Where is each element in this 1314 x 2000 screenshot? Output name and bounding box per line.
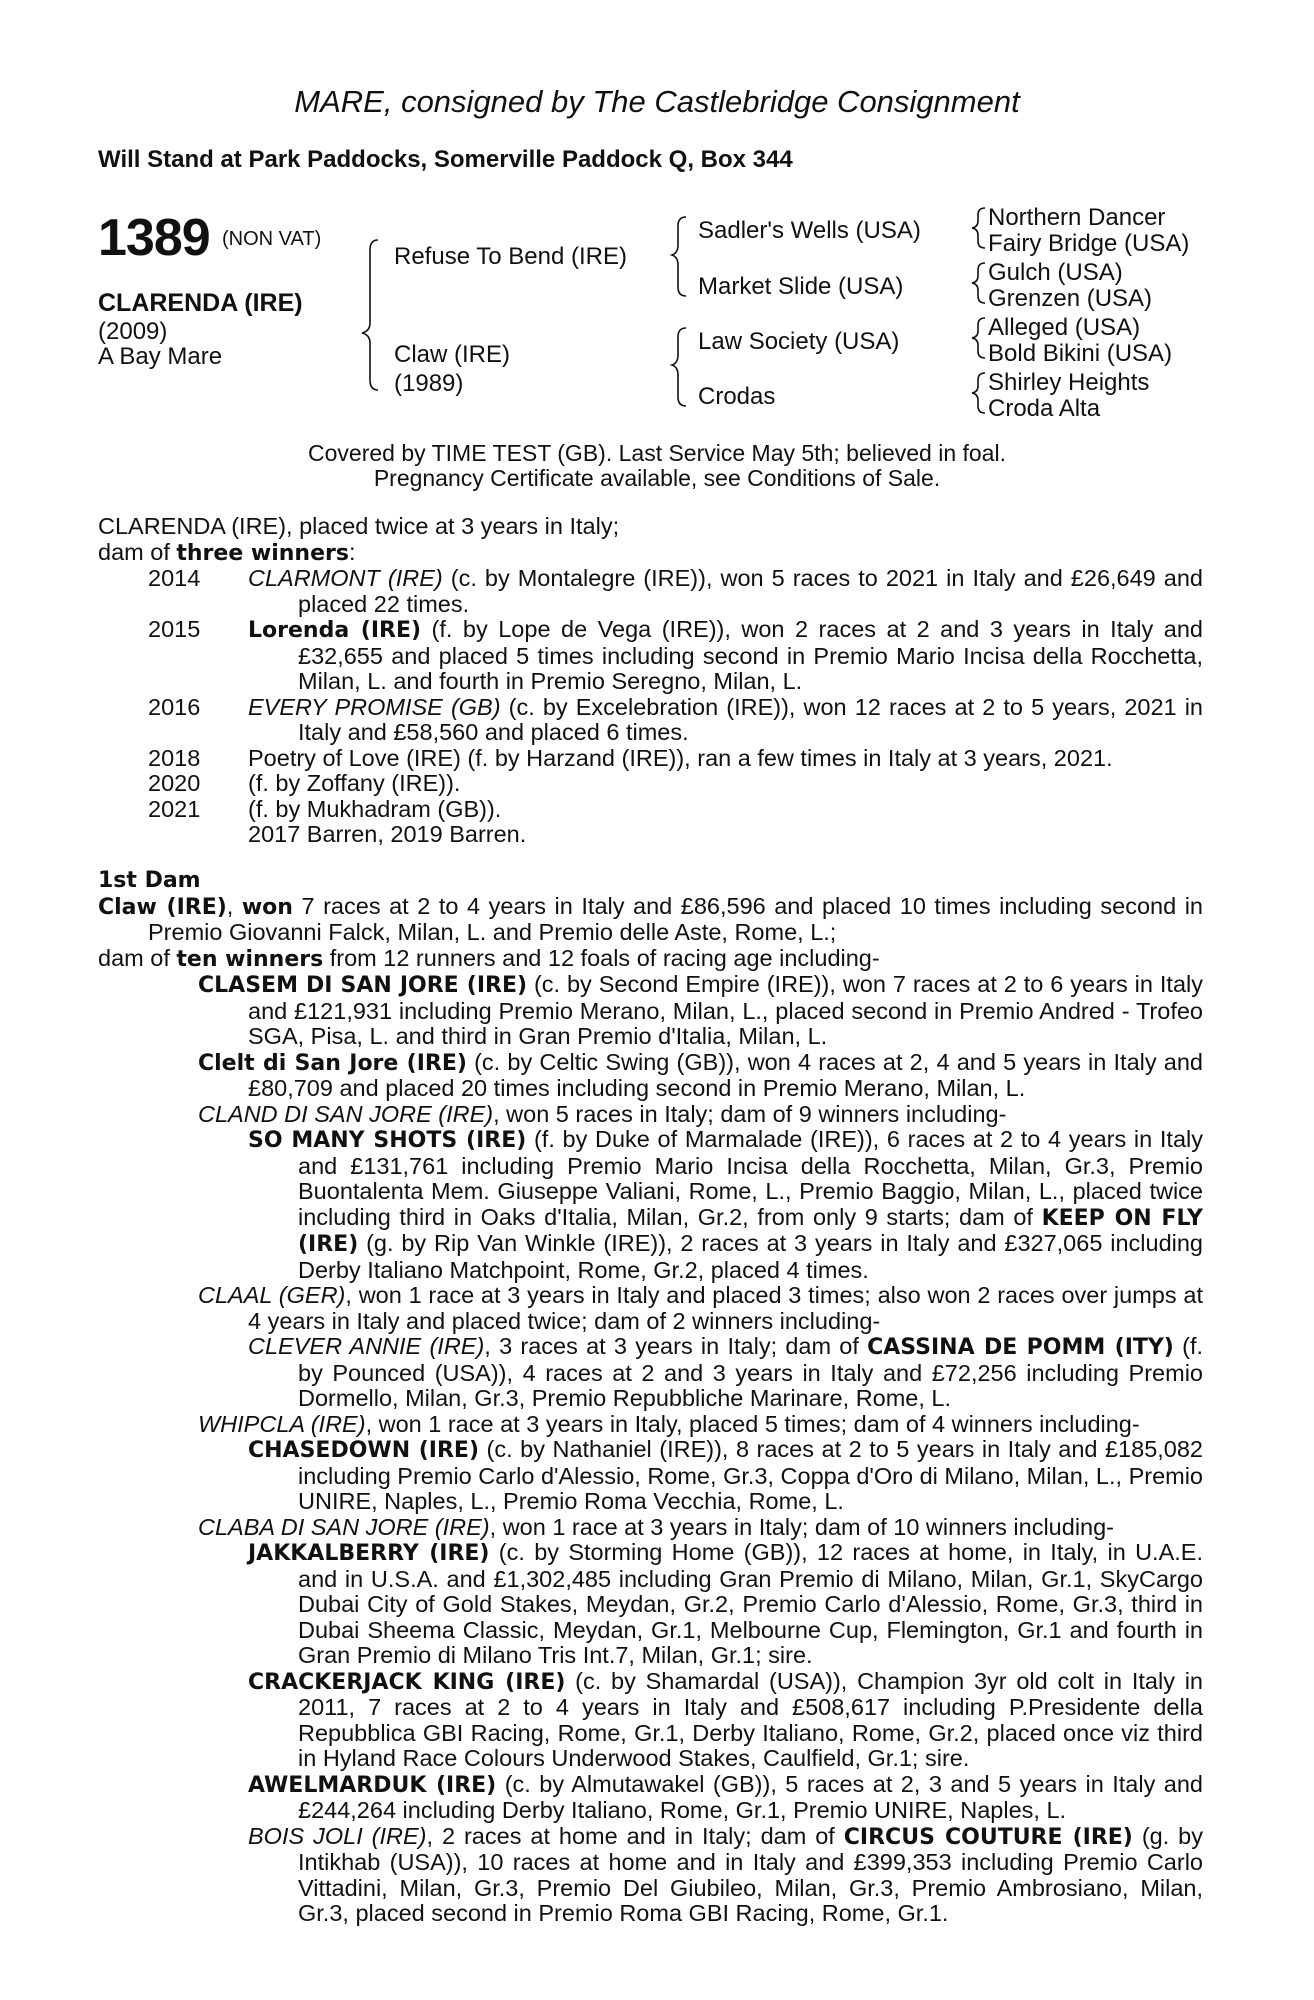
produce-row	[98, 695, 1203, 746]
ds-sire: Alleged (USA)	[988, 314, 1141, 341]
produce-horse-name: Lorenda (IRE)	[248, 618, 422, 643]
produce-entry: CLAND DI SAN JORE (IRE), won 5 races in Italy; dam of 9 winners including-	[198, 1100, 1007, 1127]
produce-text: EVERY PROMISE (GB) (c. by Excelebration (IRE)), won 12 races at 2 to 5 years, 2021 in Italy and £58,560 and placed 6 times.	[248, 693, 1203, 745]
produce-entry: AWELMARDUK (IRE) (c. by Almutawakel (GB)), 5 races at 2, 3 and 5 years in Italy and £244,264 including Derby Italiano, Rome, Gr.1, Premio UNIRE, Naples, L.	[248, 1770, 1203, 1823]
produce-row	[98, 746, 1203, 772]
produce-year: 2015	[148, 616, 201, 642]
catalogue-header: MARE, consigned by The Castlebridge Consignment	[294, 84, 1020, 119]
ds-dam: Bold Bikini (USA)	[988, 340, 1173, 367]
first-dam-heading: 1st Dam	[98, 868, 201, 893]
mare-year: (2009)	[98, 318, 168, 345]
sd-sire: Gulch (USA)	[988, 259, 1123, 286]
produce-text: (f. by Mukhadram (GB)).	[248, 795, 502, 822]
first-dam-record: Claw (IRE), won 7 races at 2 to 4 years in Italy and £86,596 and placed 10 times including second in Premio Giovanni Falck, Milan, L. and Premio delle Aste, Rome, L.;	[98, 892, 1204, 945]
barren-years: 2017 Barren, 2019 Barren.	[248, 821, 527, 847]
produce-entry: SO MANY SHOTS (IRE) (f. by Duke of Marmalade (IRE)), 6 races at 2 to 4 years in Italy and £131,761 including Premio Mario Incisa della Rocchetta, Milan, Gr.3, Premio Buontalenta Mem. Giuseppe Valiani, Rome, L., Premio Baggio, Milan, L., placed twice including third in Oaks d'Italia, Milan, Gr.2, from only 9 starts; dam of KEEP ON FLY (IRE) (g. by Rip Van Winkle (IRE)), 2 races at 3 years in Italy and £327,065 including Derby Italiano Matchpoint, Rome, Gr.2, placed 4 times.	[248, 1126, 1203, 1283]
stabling-location: Will Stand at Park Paddocks, Somerville Paddock Q, Box 344	[98, 146, 793, 173]
produce-text: (f. by Zoffany (IRE)).	[248, 770, 461, 796]
covering-note: Covered by TIME TEST (GB). Last Service May 5th; believed in foal.	[308, 440, 1006, 466]
first-dam-section	[98, 868, 1203, 1927]
sd-dam: Grenzen (USA)	[988, 285, 1153, 312]
mare-name: CLARENDA (IRE)	[98, 289, 303, 317]
produce-text: Poetry of Love (IRE) (f. by Harzand (IRE)), ran a few times in Italy at 3 years, 2021.	[248, 744, 1113, 771]
produce-row	[98, 617, 1203, 695]
produce-year: 2021	[148, 795, 201, 822]
dam-sire: Law Society (USA)	[698, 328, 900, 355]
first-dam-produce-summary: dam of ten winners from 12 runners and 12 foals of racing age including-	[98, 944, 880, 972]
mare-description: A Bay Mare	[98, 343, 223, 370]
produce-horse-name: CLARMONT (IRE)	[248, 565, 443, 591]
produce-row	[98, 797, 1203, 823]
dd-dam: Croda Alta	[988, 395, 1101, 422]
produce-text: CLARMONT (IRE) (c. by Montalegre (IRE)), won 5 races to 2021 in Italy and £26,649 and placed 22 times.	[248, 565, 1203, 617]
sire-sire: Sadler's Wells (USA)	[698, 217, 921, 244]
sire: Refuse To Bend (IRE)	[394, 243, 628, 270]
sire-dam: Market Slide (USA)	[698, 273, 904, 300]
produce-entry: CLAAL (GER), won 1 race at 3 years in Italy and placed 3 times; also won 2 races over jumps at 4 years in Italy and placed twice; dam of 2 winners including-	[198, 1282, 1203, 1334]
dd-sire: Shirley Heights	[988, 369, 1150, 396]
dam-year: (1989)	[394, 370, 464, 397]
produce-entry: CLASEM DI SAN JORE (IRE) (c. by Second Empire (IRE)), won 7 races at 2 to 6 years in Italy and £121,931 including Premio Merano, Milan, L., placed second in Premio Andred - Trofeo SGA, Pisa, L. and third in Gran Premio d'Italia, Milan, L.	[198, 971, 1203, 1049]
produce-year: 2016	[148, 693, 201, 720]
produce-year: 2014	[148, 565, 201, 591]
produce-year: 2018	[148, 744, 201, 771]
produce-entry: CLEVER ANNIE (IRE), 3 races at 3 years in Italy; dam of CASSINA DE POMM (ITY) (f. by Pounced (USA)), 4 races at 2 and 3 years in Italy and £72,256 including Premio Dormello, Milan, Gr.3, Premio Repubbliche Marinare, Rome, L.	[248, 1333, 1203, 1411]
mare-race-record: CLARENDA (IRE), placed twice at 3 years in Italy;	[98, 513, 620, 539]
produce-summary: dam of three winners:	[98, 538, 356, 566]
pregnancy-note: Pregnancy Certificate available, see Conditions of Sale.	[373, 465, 941, 491]
lot-number: 1389	[98, 209, 210, 267]
ss-sire: Northern Dancer	[988, 204, 1166, 231]
produce-entry: CRACKERJACK KING (IRE) (c. by Shamardal (USA)), Champion 3yr old colt in Italy in 2011, 7 races at 2 to 4 years in Italy and £508,617 including P.Presidente della Repubblica GBI Racing, Rome, Gr.1, Derby Italiano, Rome, Gr.2, placed once viz third in Hyland Race Colours Underwood Stakes, Caulfield, Gr.1; sire.	[248, 1667, 1203, 1771]
produce-year: 2020	[148, 770, 201, 796]
produce-entry: WHIPCLA (IRE), won 1 race at 3 years in Italy, placed 5 times; dam of 4 winners including-	[198, 1410, 1140, 1437]
produce-record	[98, 514, 1203, 848]
produce-entry: CHASEDOWN (IRE) (c. by Nathaniel (IRE)), 8 races at 2 to 5 years in Italy and £185,082 including Premio Carlo d'Alessio, Rome, Gr.3, Coppa d'Oro di Milano, Milan, L., Premio UNIRE, Naples, L., Premio Roma Vecchia, Rome, L.	[248, 1436, 1204, 1514]
produce-entry: BOIS JOLI (IRE), 2 races at home and in Italy; dam of CIRCUS COUTURE (IRE) (g. by Intikhab (USA)), 10 races at home and in Italy and £399,353 including Premio Carlo Vittadini, Milan, Gr.3, Premio Del Giubileo, Milan, Gr.3, Premio Ambrosiano, Milan, Gr.3, placed second in Premio Roma GBI Racing, Rome, Gr.1.	[248, 1822, 1203, 1926]
produce-row	[98, 566, 1203, 617]
produce-entry: CLABA DI SAN JORE (IRE), won 1 race at 3 years in Italy; dam of 10 winners including-	[198, 1513, 1115, 1540]
vat-status: (NON VAT)	[222, 228, 322, 250]
produce-row	[98, 771, 1203, 797]
ss-dam: Fairy Bridge (USA)	[988, 230, 1190, 257]
dam: Claw (IRE)	[394, 341, 511, 368]
produce-entry: Clelt di San Jore (IRE) (c. by Celtic Swing (GB)), won 4 races at 2, 4 and 5 years in Italy and £80,709 and placed 20 times including second in Premio Merano, Milan, L.	[198, 1048, 1204, 1101]
dam-dam: Crodas	[698, 383, 776, 410]
produce-text: Lorenda (IRE) (f. by Lope de Vega (IRE)), won 2 races at 2 and 3 years in Italy and £32,655 and placed 5 times including second in Premio Mario Incisa della Rocchetta, Milan, L. and fourth in Premio Seregno, Milan, L.	[248, 616, 1203, 694]
produce-entry: JAKKALBERRY (IRE) (c. by Storming Home (GB)), 12 races at home, in Italy, in U.A.E. and in U.S.A. and £1,302,485 including Gran Premio di Milano, Milan, Gr.1, SkyCargo Dubai City of Gold Stakes, Meydan, Gr.2, Premio Carlo d'Alessio, Rome, Gr.3, third in Dubai Sheema Classic, Meydan, Gr.1, Melbourne Cup, Flemington, Gr.1 and fourth in Gran Premio di Milano Tris Int.7, Milan, Gr.1; sire.	[248, 1539, 1203, 1668]
produce-horse-name: EVERY PROMISE (GB)	[248, 693, 501, 720]
